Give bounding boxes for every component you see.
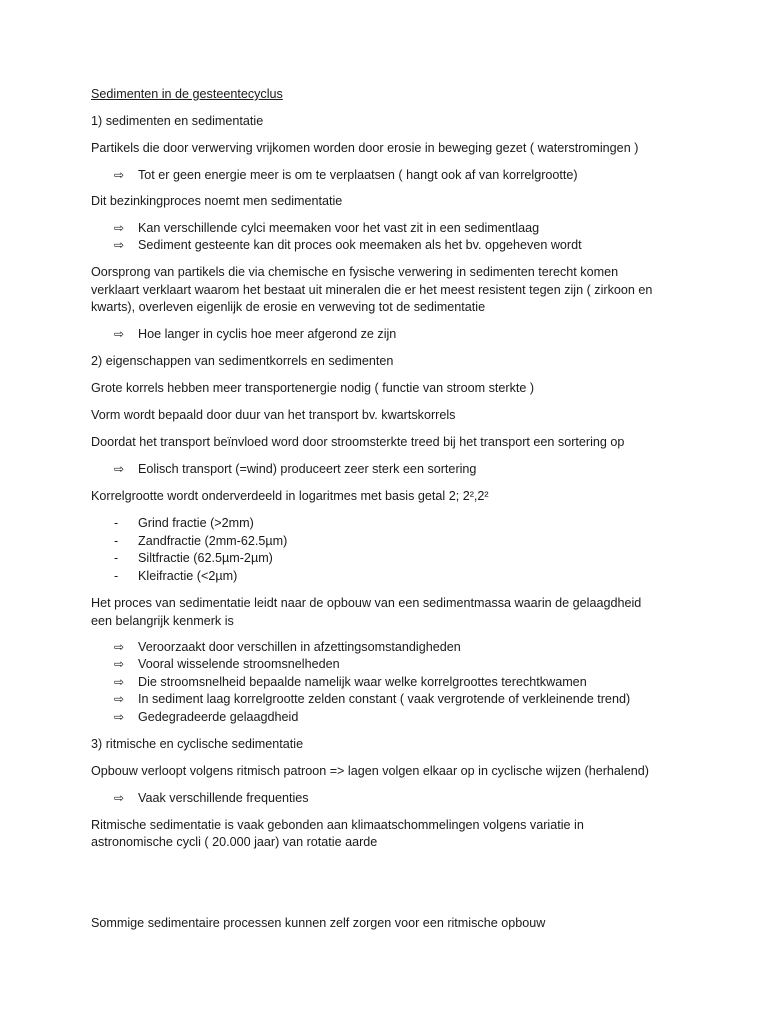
- arrow-bullet-item: [114, 674, 587, 691]
- paragraph: Doordat het transport beïnvloed word door stroomsterkte treed bij het transport een sortering op: [91, 435, 625, 449]
- bullet-text: Vooral wisselende stroomsnelheden: [138, 657, 340, 671]
- arrow-bullet-icon: ⇨: [114, 462, 125, 476]
- arrow-bullet-item: [114, 326, 396, 343]
- paragraph: Opbouw verloopt volgens ritmisch patroon => lagen volgen elkaar op in cyclische wijzen (herhalend): [91, 764, 649, 778]
- paragraph-line: astronomische cycli ( 20.000 jaar) van rotatie aarde: [91, 835, 378, 849]
- arrow-bullet-icon: ⇨: [114, 791, 125, 805]
- arrow-bullet-item: [114, 656, 340, 673]
- arrow-bullet-icon: ⇨: [114, 710, 125, 724]
- dash-bullet: -: [114, 534, 119, 548]
- paragraph: Vorm wordt bepaald door duur van het transport bv. kwartskorrels: [91, 408, 456, 422]
- arrow-bullet-item: [114, 237, 582, 254]
- dash-bullet-item: [114, 533, 287, 550]
- section-2-heading: 2) eigenschappen van sedimentkorrels en sedimenten: [91, 354, 394, 368]
- bullet-text: Eolisch transport (=wind) produceert zeer sterk een sortering: [138, 462, 477, 476]
- arrow-bullet-icon: ⇨: [114, 657, 125, 671]
- bullet-text: Zandfractie (2mm-62.5µm): [138, 534, 288, 548]
- bullet-text: Grind fractie (>2mm): [138, 516, 254, 530]
- arrow-bullet-item: [114, 639, 461, 656]
- dash-bullet: -: [114, 516, 119, 530]
- arrow-bullet-item: [114, 709, 298, 726]
- paragraph: Dit bezinkingproces noemt men sedimentatie: [91, 194, 343, 208]
- paragraph: Korrelgrootte wordt onderverdeeld in logaritmes met basis getal 2; 2²,2²: [91, 489, 489, 503]
- dash-bullet-item: [114, 515, 254, 532]
- dash-bullet-item: [114, 568, 237, 585]
- document-title: Sedimenten in de gesteentecyclus: [91, 87, 283, 101]
- bullet-text: In sediment laag korrelgrootte zelden constant ( vaak vergrotende of verkleinende trend): [138, 692, 631, 706]
- bullet-text: Vaak verschillende frequenties: [138, 791, 309, 805]
- paragraph-line: een belangrijk kenmerk is: [91, 614, 234, 628]
- arrow-bullet-icon: ⇨: [114, 168, 125, 182]
- dash-bullet: -: [114, 551, 119, 565]
- bullet-text: Kleifractie (<2µm): [138, 569, 238, 583]
- paragraph-line: kwarts), overleven eigenlijk de erosie en verweving tot de sedimentatie: [91, 300, 486, 314]
- section-3-heading: 3) ritmische en cyclische sedimentatie: [91, 737, 304, 751]
- arrow-bullet-item: [114, 220, 539, 237]
- bullet-text: Sediment gesteente kan dit proces ook meemaken als het bv. opgeheven wordt: [138, 238, 582, 252]
- paragraph-line: verklaart verklaart waarom het bestaat uit mineralen die er het meest resistent tegen zijn ( zirkoon en: [91, 283, 653, 297]
- arrow-bullet-icon: ⇨: [114, 692, 125, 706]
- arrow-bullet-item: [114, 691, 630, 708]
- arrow-bullet-item: [114, 790, 309, 807]
- section-1-heading: 1) sedimenten en sedimentatie: [91, 114, 264, 128]
- arrow-bullet-icon: ⇨: [114, 238, 125, 252]
- paragraph: Partikels die door verwerving vrijkomen worden door erosie in beweging gezet ( waterstromingen ): [91, 141, 639, 155]
- arrow-bullet-icon: ⇨: [114, 221, 125, 235]
- bullet-text: Kan verschillende cylci meemaken voor het vast zit in een sedimentlaag: [138, 221, 540, 235]
- paragraph: Grote korrels hebben meer transportenergie nodig ( functie van stroom sterkte ): [91, 381, 535, 395]
- arrow-bullet-item: [114, 167, 578, 184]
- paragraph-line: Ritmische sedimentatie is vaak gebonden aan klimaatschommelingen volgens variatie in: [91, 818, 584, 832]
- paragraph: Sommige sedimentaire processen kunnen zelf zorgen voor een ritmische opbouw: [91, 916, 546, 930]
- arrow-bullet-item: [114, 461, 476, 478]
- bullet-text: Die stroomsnelheid bepaalde namelijk waar welke korrelgroottes terechtkwamen: [138, 675, 587, 689]
- arrow-bullet-icon: ⇨: [114, 327, 125, 341]
- arrow-bullet-icon: ⇨: [114, 675, 125, 689]
- paragraph-line: Het proces van sedimentatie leidt naar de opbouw van een sedimentmassa waarin de gelaagdheid: [91, 596, 642, 610]
- dash-bullet-item: [114, 550, 273, 567]
- bullet-text: Tot er geen energie meer is om te verplaatsen ( hangt ook af van korrelgrootte): [138, 168, 578, 182]
- bullet-text: Siltfractie (62.5µm-2µm): [138, 551, 273, 565]
- dash-bullet: -: [114, 569, 119, 583]
- bullet-text: Gedegradeerde gelaagdheid: [138, 710, 299, 724]
- paragraph-line: Oorsprong van partikels die via chemische en fysische verwering in sedimenten terecht komen: [91, 265, 619, 279]
- bullet-text: Hoe langer in cyclis hoe meer afgerond ze zijn: [138, 327, 397, 341]
- arrow-bullet-icon: ⇨: [114, 640, 125, 654]
- bullet-text: Veroorzaakt door verschillen in afzettingsomstandigheden: [138, 640, 461, 654]
